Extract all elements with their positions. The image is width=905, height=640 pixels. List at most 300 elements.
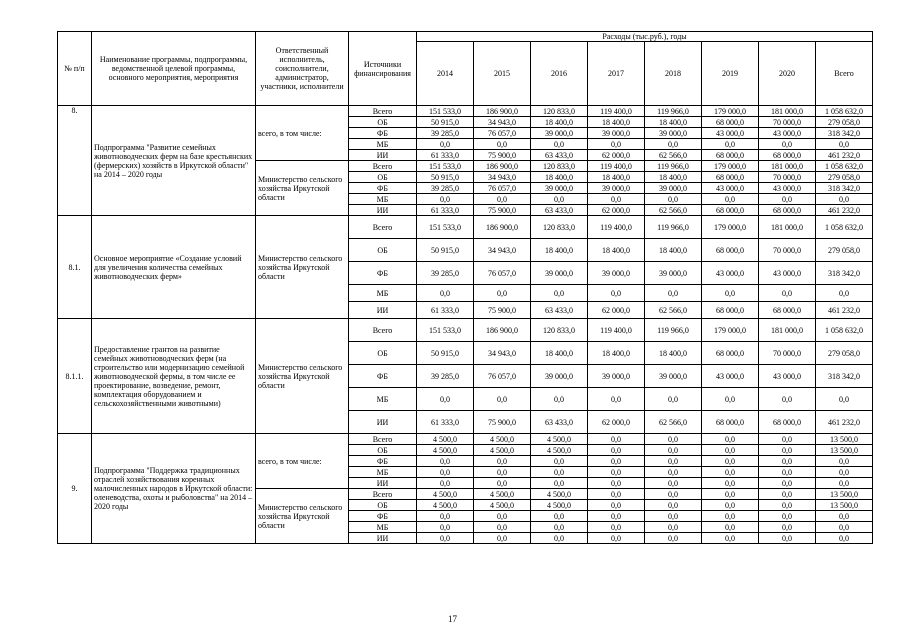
year-value: 61 333,0 (417, 411, 474, 434)
year-value: 43 000,0 (702, 262, 759, 285)
year-value: 43 000,0 (702, 128, 759, 139)
year-value: 18 400,0 (531, 172, 588, 183)
year-value: 76 057,0 (474, 365, 531, 388)
year-value: 39 000,0 (645, 262, 702, 285)
funding-source: Всего (349, 489, 417, 500)
year-value: 39 000,0 (531, 365, 588, 388)
total-value: 13 500,0 (816, 445, 873, 456)
item-name: Подпрограмма "Развитие семейных животноводческих ферм на базе крестьянских (фермерских) хозяйств в Иркутской области" на 2014 – 2020 годы (92, 106, 256, 216)
total-value: 13 500,0 (816, 489, 873, 500)
year-value: 4 500,0 (531, 500, 588, 511)
year-value: 39 000,0 (645, 365, 702, 388)
funding-source: ФБ (349, 365, 417, 388)
year-value: 151 533,0 (417, 161, 474, 172)
year-value: 68 000,0 (759, 150, 816, 161)
year-value: 0,0 (702, 478, 759, 489)
table-row (58, 216, 873, 239)
year-value: 70 000,0 (759, 239, 816, 262)
total-value: 0,0 (816, 467, 873, 478)
year-value: 0,0 (588, 478, 645, 489)
year-value: 119 966,0 (645, 319, 702, 342)
year-value: 119 966,0 (645, 106, 702, 117)
year-value: 70 000,0 (759, 172, 816, 183)
year-value: 181 000,0 (759, 319, 816, 342)
year-value: 0,0 (645, 388, 702, 411)
year-value: 43 000,0 (759, 365, 816, 388)
year-value: 0,0 (588, 194, 645, 205)
year-value: 0,0 (531, 522, 588, 533)
year-value: 61 333,0 (417, 205, 474, 216)
year-value: 0,0 (474, 511, 531, 522)
year-value: 0,0 (531, 456, 588, 467)
year-value: 39 000,0 (531, 128, 588, 139)
header-name: Наименование программы, подпрограммы, ведомственной целевой программы, основного мероприятия, мероприятия (92, 32, 256, 106)
year-value: 151 533,0 (417, 216, 474, 239)
year-value: 62 566,0 (645, 150, 702, 161)
funding-source: ИИ (349, 411, 417, 434)
year-value: 4 500,0 (417, 500, 474, 511)
total-value: 0,0 (816, 388, 873, 411)
header-year: 2015 (474, 42, 531, 106)
year-value: 63 433,0 (531, 302, 588, 319)
funding-source: ОБ (349, 445, 417, 456)
year-value: 0,0 (759, 456, 816, 467)
total-value: 0,0 (816, 456, 873, 467)
year-value: 63 433,0 (531, 411, 588, 434)
year-value: 0,0 (417, 456, 474, 467)
year-value: 0,0 (702, 489, 759, 500)
year-value: 50 915,0 (417, 117, 474, 128)
year-value: 0,0 (474, 285, 531, 302)
item-executor: Министерство сельского хозяйства Иркутской области (256, 319, 349, 434)
year-value: 0,0 (702, 194, 759, 205)
total-value: 0,0 (816, 511, 873, 522)
year-value: 0,0 (531, 511, 588, 522)
header-year: 2020 (759, 42, 816, 106)
year-value: 39 285,0 (417, 183, 474, 194)
year-value: 68 000,0 (759, 411, 816, 434)
year-value: 39 000,0 (531, 262, 588, 285)
funding-source: ФБ (349, 128, 417, 139)
year-value: 62 000,0 (588, 302, 645, 319)
year-value: 181 000,0 (759, 106, 816, 117)
year-value: 181 000,0 (759, 161, 816, 172)
funding-source: Всего (349, 319, 417, 342)
year-value: 0,0 (417, 522, 474, 533)
year-value: 0,0 (702, 434, 759, 445)
item-executor: Министерство сельского хозяйства Иркутской области (256, 489, 349, 544)
year-value: 0,0 (588, 500, 645, 511)
year-value: 18 400,0 (531, 342, 588, 365)
total-value: 0,0 (816, 285, 873, 302)
funding-source: ИИ (349, 533, 417, 544)
year-value: 4 500,0 (474, 489, 531, 500)
year-value: 0,0 (759, 194, 816, 205)
total-value: 13 500,0 (816, 500, 873, 511)
funding-source: ОБ (349, 172, 417, 183)
item-number: 8.1.1. (58, 319, 92, 434)
year-value: 34 943,0 (474, 117, 531, 128)
year-value: 0,0 (531, 285, 588, 302)
item-number: 8.1. (58, 216, 92, 319)
year-value: 18 400,0 (531, 117, 588, 128)
funding-source: МБ (349, 194, 417, 205)
total-value: 279 058,0 (816, 239, 873, 262)
year-value: 0,0 (702, 139, 759, 150)
year-value: 68 000,0 (702, 150, 759, 161)
funding-source: ИИ (349, 150, 417, 161)
year-value: 62 566,0 (645, 411, 702, 434)
year-value: 68 000,0 (759, 302, 816, 319)
item-executor: Министерство сельского хозяйства Иркутской области (256, 216, 349, 319)
funding-source: ИИ (349, 302, 417, 319)
year-value: 18 400,0 (645, 239, 702, 262)
year-value: 0,0 (759, 434, 816, 445)
year-value: 18 400,0 (588, 117, 645, 128)
table-body (58, 106, 873, 544)
year-value: 4 500,0 (531, 445, 588, 456)
year-value: 68 000,0 (702, 117, 759, 128)
year-value: 18 400,0 (645, 172, 702, 183)
year-value: 63 433,0 (531, 150, 588, 161)
year-value: 0,0 (759, 139, 816, 150)
year-value: 0,0 (474, 139, 531, 150)
year-value: 0,0 (645, 285, 702, 302)
year-value: 68 000,0 (702, 172, 759, 183)
year-value: 70 000,0 (759, 117, 816, 128)
year-value: 0,0 (588, 511, 645, 522)
year-value: 34 943,0 (474, 239, 531, 262)
expenses-table (57, 31, 873, 544)
year-value: 70 000,0 (759, 342, 816, 365)
year-value: 0,0 (759, 489, 816, 500)
year-value: 0,0 (759, 388, 816, 411)
year-value: 0,0 (474, 467, 531, 478)
table-row (58, 106, 873, 117)
year-value: 50 915,0 (417, 239, 474, 262)
year-value: 0,0 (759, 467, 816, 478)
total-value: 279 058,0 (816, 172, 873, 183)
funding-source: ФБ (349, 456, 417, 467)
total-value: 318 342,0 (816, 365, 873, 388)
year-value: 179 000,0 (702, 161, 759, 172)
document-page (57, 31, 872, 544)
header-year: 2017 (588, 42, 645, 106)
header-executor: Ответственный исполнитель, соисполнители, администратор, участники, исполнители (256, 32, 349, 106)
year-value: 4 500,0 (474, 434, 531, 445)
header-total: Всего (816, 42, 873, 106)
year-value: 4 500,0 (474, 500, 531, 511)
year-value: 179 000,0 (702, 106, 759, 117)
year-value: 50 915,0 (417, 172, 474, 183)
year-value: 18 400,0 (588, 342, 645, 365)
funding-source: ОБ (349, 342, 417, 365)
year-value: 119 966,0 (645, 161, 702, 172)
funding-source: ФБ (349, 183, 417, 194)
year-value: 0,0 (702, 500, 759, 511)
funding-source: Всего (349, 106, 417, 117)
year-value: 0,0 (588, 522, 645, 533)
year-value: 0,0 (474, 533, 531, 544)
year-value: 0,0 (702, 467, 759, 478)
year-value: 0,0 (759, 511, 816, 522)
year-value: 75 900,0 (474, 150, 531, 161)
year-value: 0,0 (702, 445, 759, 456)
year-value: 0,0 (417, 533, 474, 544)
year-value: 120 833,0 (531, 106, 588, 117)
year-value: 0,0 (588, 533, 645, 544)
year-value: 0,0 (645, 522, 702, 533)
year-value: 63 433,0 (531, 205, 588, 216)
year-value: 4 500,0 (531, 489, 588, 500)
header-year: 2016 (531, 42, 588, 106)
year-value: 68 000,0 (702, 302, 759, 319)
year-value: 0,0 (531, 467, 588, 478)
year-value: 179 000,0 (702, 216, 759, 239)
total-value: 0,0 (816, 533, 873, 544)
year-value: 0,0 (474, 194, 531, 205)
year-value: 0,0 (759, 500, 816, 511)
year-value: 0,0 (645, 500, 702, 511)
total-value: 1 058 632,0 (816, 106, 873, 117)
year-value: 0,0 (588, 489, 645, 500)
header-num: № п/п (58, 32, 92, 106)
year-value: 0,0 (645, 194, 702, 205)
year-value: 0,0 (759, 522, 816, 533)
year-value: 181 000,0 (759, 216, 816, 239)
year-value: 75 900,0 (474, 411, 531, 434)
year-value: 18 400,0 (588, 239, 645, 262)
year-value: 120 833,0 (531, 161, 588, 172)
year-value: 120 833,0 (531, 319, 588, 342)
year-value: 0,0 (531, 139, 588, 150)
year-value: 43 000,0 (759, 262, 816, 285)
year-value: 151 533,0 (417, 319, 474, 342)
year-value: 18 400,0 (588, 172, 645, 183)
year-value: 0,0 (759, 285, 816, 302)
item-number: 9. (58, 434, 92, 544)
year-value: 0,0 (702, 533, 759, 544)
year-value: 68 000,0 (702, 411, 759, 434)
table-row (58, 319, 873, 342)
year-value: 0,0 (417, 511, 474, 522)
year-value: 39 000,0 (645, 183, 702, 194)
year-value: 18 400,0 (645, 117, 702, 128)
year-value: 0,0 (645, 434, 702, 445)
funding-source: МБ (349, 467, 417, 478)
year-value: 43 000,0 (702, 183, 759, 194)
total-value: 461 232,0 (816, 205, 873, 216)
year-value: 0,0 (645, 489, 702, 500)
total-value: 1 058 632,0 (816, 216, 873, 239)
year-value: 0,0 (759, 533, 816, 544)
item-executor: всего, в том числе: (256, 434, 349, 489)
year-value: 34 943,0 (474, 342, 531, 365)
year-value: 0,0 (645, 456, 702, 467)
total-value: 279 058,0 (816, 342, 873, 365)
funding-source: ИИ (349, 205, 417, 216)
year-value: 151 533,0 (417, 106, 474, 117)
year-value: 0,0 (417, 478, 474, 489)
year-value: 186 900,0 (474, 106, 531, 117)
year-value: 120 833,0 (531, 216, 588, 239)
year-value: 0,0 (474, 478, 531, 489)
header-expenses: Расходы (тыс.руб.), годы (417, 32, 873, 42)
total-value: 0,0 (816, 478, 873, 489)
year-value: 0,0 (645, 478, 702, 489)
year-value: 39 000,0 (588, 262, 645, 285)
year-value: 0,0 (702, 511, 759, 522)
year-value: 39 285,0 (417, 128, 474, 139)
year-value: 62 000,0 (588, 150, 645, 161)
page-number: 17 (448, 614, 457, 624)
total-value: 1 058 632,0 (816, 161, 873, 172)
year-value: 76 057,0 (474, 183, 531, 194)
item-name: Подпрограмма "Поддержка традиционных отраслей хозяйствования коренных малочисленных народов в Иркутской области: оленеводства, охоты и рыболовства" на 2014 – 2020 годы (92, 434, 256, 544)
funding-source: ФБ (349, 511, 417, 522)
funding-source: ОБ (349, 239, 417, 262)
year-value: 62 566,0 (645, 205, 702, 216)
year-value: 62 000,0 (588, 205, 645, 216)
item-name: Основное мероприятие «Создание условий для увеличения количества семейных животноводческих ферм» (92, 216, 256, 319)
year-value: 0,0 (417, 139, 474, 150)
year-value: 0,0 (531, 478, 588, 489)
year-value: 0,0 (417, 388, 474, 411)
year-value: 186 900,0 (474, 161, 531, 172)
year-value: 0,0 (702, 522, 759, 533)
year-value: 43 000,0 (759, 128, 816, 139)
header-year: 2018 (645, 42, 702, 106)
funding-source: МБ (349, 388, 417, 411)
year-value: 39 285,0 (417, 365, 474, 388)
year-value: 0,0 (588, 434, 645, 445)
year-value: 0,0 (474, 456, 531, 467)
total-value: 461 232,0 (816, 411, 873, 434)
year-value: 119 966,0 (645, 216, 702, 239)
year-value: 4 500,0 (417, 489, 474, 500)
year-value: 68 000,0 (702, 205, 759, 216)
funding-source: МБ (349, 285, 417, 302)
year-value: 0,0 (645, 139, 702, 150)
year-value: 39 000,0 (531, 183, 588, 194)
year-value: 0,0 (588, 467, 645, 478)
year-value: 61 333,0 (417, 150, 474, 161)
year-value: 0,0 (531, 533, 588, 544)
year-value: 68 000,0 (702, 342, 759, 365)
year-value: 0,0 (474, 522, 531, 533)
funding-source: МБ (349, 139, 417, 150)
header-year: 2019 (702, 42, 759, 106)
year-value: 0,0 (417, 467, 474, 478)
year-value: 0,0 (759, 478, 816, 489)
year-value: 119 400,0 (588, 216, 645, 239)
funding-source: ОБ (349, 500, 417, 511)
year-value: 39 000,0 (588, 183, 645, 194)
year-value: 4 500,0 (531, 434, 588, 445)
year-value: 0,0 (588, 285, 645, 302)
year-value: 39 000,0 (645, 128, 702, 139)
year-value: 76 057,0 (474, 262, 531, 285)
total-value: 461 232,0 (816, 150, 873, 161)
header-source: Источники финансирования (349, 32, 417, 106)
year-value: 0,0 (474, 388, 531, 411)
item-number: 8. (58, 106, 92, 216)
funding-source: ИИ (349, 478, 417, 489)
year-value: 0,0 (531, 388, 588, 411)
year-value: 0,0 (417, 194, 474, 205)
funding-source: ОБ (349, 117, 417, 128)
year-value: 43 000,0 (702, 365, 759, 388)
year-value: 179 000,0 (702, 319, 759, 342)
year-value: 119 400,0 (588, 106, 645, 117)
header-year: 2014 (417, 42, 474, 106)
total-value: 1 058 632,0 (816, 319, 873, 342)
year-value: 0,0 (417, 285, 474, 302)
funding-source: ФБ (349, 262, 417, 285)
year-value: 0,0 (702, 285, 759, 302)
year-value: 0,0 (588, 139, 645, 150)
year-value: 186 900,0 (474, 319, 531, 342)
year-value: 34 943,0 (474, 172, 531, 183)
year-value: 68 000,0 (702, 239, 759, 262)
year-value: 18 400,0 (645, 342, 702, 365)
year-value: 39 285,0 (417, 262, 474, 285)
year-value: 62 000,0 (588, 411, 645, 434)
year-value: 4 500,0 (474, 445, 531, 456)
year-value: 0,0 (759, 445, 816, 456)
year-value: 4 500,0 (417, 445, 474, 456)
year-value: 0,0 (702, 456, 759, 467)
funding-source: Всего (349, 434, 417, 445)
total-value: 318 342,0 (816, 128, 873, 139)
table-row (58, 434, 873, 445)
total-value: 461 232,0 (816, 302, 873, 319)
item-executor: Министерство сельского хозяйства Иркутской области (256, 161, 349, 216)
year-value: 61 333,0 (417, 302, 474, 319)
total-value: 0,0 (816, 522, 873, 533)
item-executor: всего, в том числе: (256, 106, 349, 161)
year-value: 75 900,0 (474, 302, 531, 319)
total-value: 318 342,0 (816, 183, 873, 194)
funding-source: Всего (349, 161, 417, 172)
year-value: 0,0 (588, 445, 645, 456)
year-value: 43 000,0 (759, 183, 816, 194)
year-value: 18 400,0 (531, 239, 588, 262)
year-value: 0,0 (645, 467, 702, 478)
year-value: 39 000,0 (588, 365, 645, 388)
year-value: 0,0 (702, 388, 759, 411)
total-value: 279 058,0 (816, 117, 873, 128)
funding-source: Всего (349, 216, 417, 239)
year-value: 75 900,0 (474, 205, 531, 216)
year-value: 76 057,0 (474, 128, 531, 139)
year-value: 39 000,0 (588, 128, 645, 139)
item-name: Предоставление грантов на развитие семейных животноводческих ферм (на строительство или модернизацию семейной животноводческой фермы, в том числе ее проектирование, возведение, ремонт, комплектация оборудованием и сельскохозяйственными животными) (92, 319, 256, 434)
year-value: 0,0 (531, 194, 588, 205)
total-value: 13 500,0 (816, 434, 873, 445)
funding-source: МБ (349, 522, 417, 533)
total-value: 0,0 (816, 139, 873, 150)
year-value: 0,0 (588, 456, 645, 467)
year-value: 0,0 (645, 533, 702, 544)
year-value: 0,0 (645, 445, 702, 456)
total-value: 318 342,0 (816, 262, 873, 285)
year-value: 68 000,0 (759, 205, 816, 216)
year-value: 0,0 (588, 388, 645, 411)
year-value: 4 500,0 (417, 434, 474, 445)
total-value: 0,0 (816, 194, 873, 205)
year-value: 0,0 (645, 511, 702, 522)
